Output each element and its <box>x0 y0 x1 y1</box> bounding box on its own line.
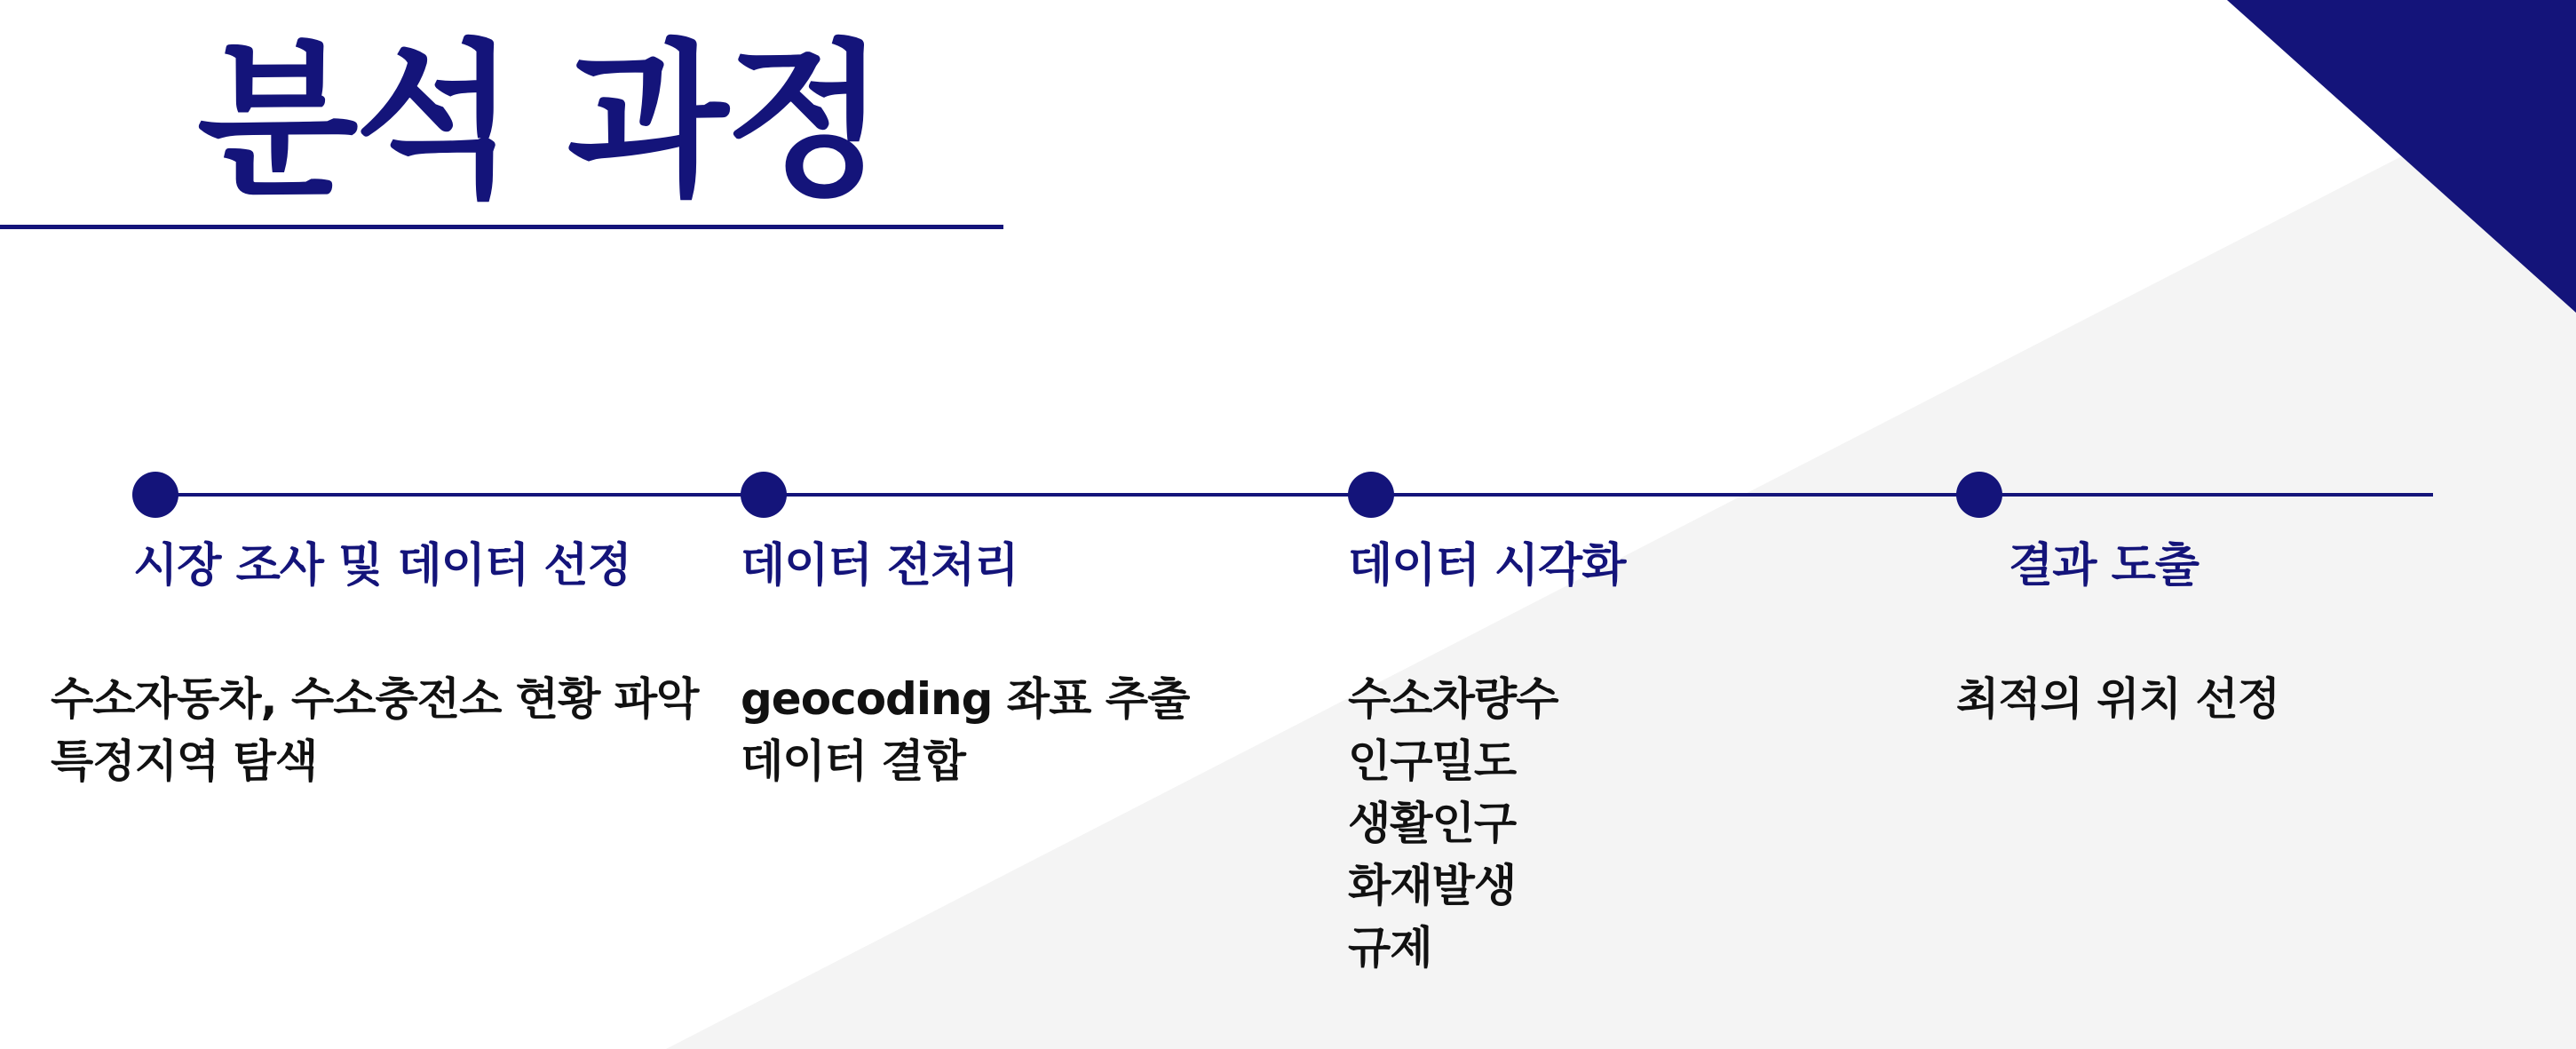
list-item: 수소자동차, 수소충전소 현황 파악 <box>51 673 699 725</box>
title-underline <box>0 225 1003 229</box>
list-item: 수소차량수 <box>1348 673 1558 725</box>
list-item: 특정지역 탐색 <box>51 735 318 787</box>
timeline-dot-2 <box>741 472 787 518</box>
timeline-dot-1 <box>132 472 178 518</box>
step-items-preprocessing <box>741 668 1189 792</box>
timeline-dot-3 <box>1348 472 1394 518</box>
step-label-results: 결과 도출 <box>2009 539 2200 592</box>
timeline-dot-4 <box>1956 472 2002 518</box>
list-item: 화재발생 <box>1348 860 1517 911</box>
step-label-market-research: 시장 조사 및 데이터 선정 <box>133 539 631 592</box>
list-item: 인구밀도 <box>1348 735 1517 787</box>
list-item: 규제 <box>1348 922 1432 974</box>
list-item: 생활인구 <box>1348 798 1517 849</box>
list-item: 데이터 결합 <box>741 735 965 787</box>
list-item: 최적의 위치 선정 <box>1956 673 2279 725</box>
timeline-line <box>155 493 2433 497</box>
step-items-results <box>1956 668 2279 730</box>
list-item: geocoding 좌표 추출 <box>741 673 1190 725</box>
step-label-visualization: 데이터 시각화 <box>1348 539 1626 592</box>
step-items-market-research <box>51 668 698 792</box>
page-title: 분석 과정 <box>197 25 883 219</box>
step-items-visualization <box>1348 668 1558 979</box>
step-label-preprocessing: 데이터 전처리 <box>741 539 1019 592</box>
